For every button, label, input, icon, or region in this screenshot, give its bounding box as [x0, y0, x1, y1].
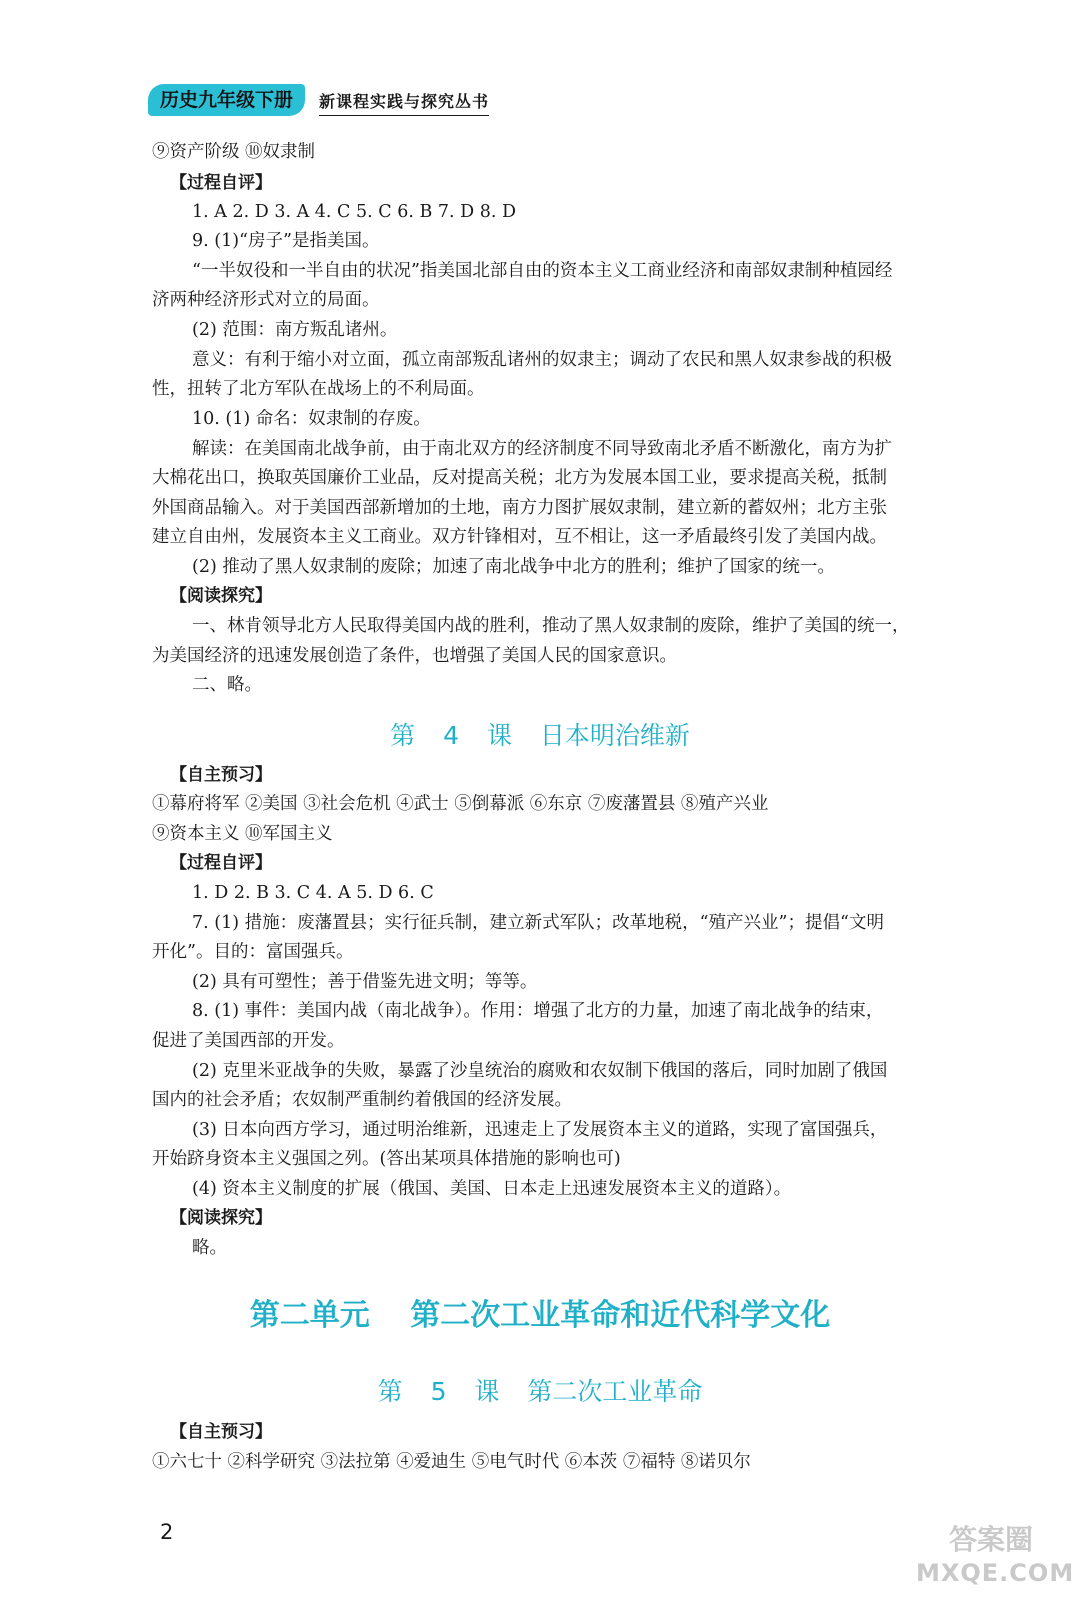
watermark-text: 答案圈 — [948, 1523, 1033, 1556]
text-line: ①六七十 ②科学研究 ③法拉第 ④爱迪生 ⑤电气时代 ⑥本茨 ⑦福特 ⑧诺贝尔 — [152, 1452, 751, 1472]
lesson-title: 第 5 课 第二次工业革命 — [377, 1377, 703, 1406]
unit-title: 第二单元 第二次工业革命和近代科学文化 — [249, 1298, 831, 1333]
page-number: 2 — [160, 1520, 174, 1544]
text-line: 7. (1) 措施：废藩置县；实行征兵制，建立新式军队；改革地税，“殖产兴业”；提倡“文明 — [192, 913, 884, 933]
text-line: 国内的社会矛盾；农奴制严重制约着俄国的经济发展。 — [152, 1090, 572, 1110]
section-heading: 【过程自评】 — [170, 173, 272, 193]
lesson-title: 第 4 课 日本明治维新 — [390, 721, 690, 750]
watermark-logo — [916, 1522, 1075, 1592]
text-line: 解读：在美国南北战争前，由于南北双方的经济制度不同导致南北矛盾不断激化，南方为扩 — [192, 439, 892, 459]
section-heading: 【阅读探究】 — [170, 586, 272, 606]
text-line: ①幕府将军 ②美国 ③社会危机 ④武士 ⑤倒幕派 ⑥东京 ⑦废藩置县 ⑧殖产兴业 — [152, 794, 769, 814]
section-heading: 【自主预习】 — [170, 765, 272, 785]
answer-line: 1. A 2. D 3. A 4. C 5. C 6. B 7. D 8. D — [192, 202, 517, 222]
text-line: 意义：有利于缩小对立面，孤立南部叛乱诸州的奴隶主；调动了农民和黑人奴隶参战的积极 — [192, 350, 892, 370]
text-line: 促进了美国西部的开发。 — [152, 1031, 345, 1051]
text-line: (3) 日本向西方学习，通过明治维新，迅速走上了发展资本主义的道路，实现了富国强兵， — [192, 1120, 888, 1140]
text-line: (2) 推动了黑人奴隶制的废除；加速了南北战争中北方的胜利；维护了国家的统一。 — [192, 557, 835, 577]
section-heading: 【过程自评】 — [170, 853, 272, 873]
text-line: 性，扭转了北方军队在战场上的不利局面。 — [152, 379, 485, 399]
text-line: ⑨资产阶级 ⑩奴隶制 — [152, 142, 316, 162]
section-heading: 【自主预习】 — [170, 1422, 272, 1442]
text-line: (4) 资本主义制度的扩展（俄国、美国、日本走上迅速发展资本主义的道路）。 — [192, 1179, 792, 1199]
text-line: 开化”。目的：富国强兵。 — [152, 942, 354, 962]
section-heading: 【阅读探究】 — [170, 1208, 272, 1228]
text-line: 10. (1) 命名：奴隶制的存废。 — [192, 409, 431, 429]
series-title: 新课程实践与探究丛书 — [319, 89, 489, 116]
text-line: 济两种经济形式对立的局面。 — [152, 290, 380, 310]
text-line: 开始跻身资本主义强国之列。(答出某项具体措施的影响也可) — [152, 1149, 621, 1169]
text-line: (2) 克里米亚战争的失败，暴露了沙皇统治的腐败和农奴制下俄国的落后，同时加剧了俄国 — [192, 1061, 888, 1081]
text-line: 8. (1) 事件：美国内战（南北战争）。作用：增强了北方的力量，加速了南北战争的结束， — [192, 1001, 884, 1021]
text-line: ⑨资本主义 ⑩军国主义 — [152, 824, 333, 844]
text-line: 9. (1)“房子”是指美国。 — [192, 231, 380, 251]
text-line: (2) 范围：南方叛乱诸州。 — [192, 320, 398, 340]
book-title-badge: 历史九年级下册 — [148, 84, 305, 116]
text-line: 外国商品输入。对于美国西部新增加的土地，南方力图扩展奴隶制，建立新的蓄奴州；北方主张 — [152, 498, 887, 518]
text-line: 二、略。 — [192, 675, 262, 695]
text-line: “一半奴役和一半自由的状况”指美国北部自由的资本主义工商业经济和南部奴隶制种植园经 — [192, 261, 893, 281]
text-line: 一、林肯领导北方人民取得美国内战的胜利，推动了黑人奴隶制的废除，维护了美国的统一， — [192, 616, 910, 636]
text-line: 建立自由州，发展资本主义工商业。双方针锋相对，互不相让，这一矛盾最终引发了美国内战。 — [152, 527, 887, 547]
text-line: 略。 — [192, 1238, 227, 1258]
text-line: (2) 具有可塑性；善于借鉴先进文明；等等。 — [192, 972, 538, 992]
answer-line: 1. D 2. B 3. C 4. A 5. D 6. C — [192, 883, 434, 903]
watermark-url: MXQE.COM — [916, 1559, 1075, 1587]
text-line: 大棉花出口，换取英国廉价工业品，反对提高关税；北方为发展本国工业，要求提高关税，抵制 — [152, 468, 887, 488]
text-line: 为美国经济的迅速发展创造了条件，也增强了美国人民的国家意识。 — [152, 646, 677, 666]
